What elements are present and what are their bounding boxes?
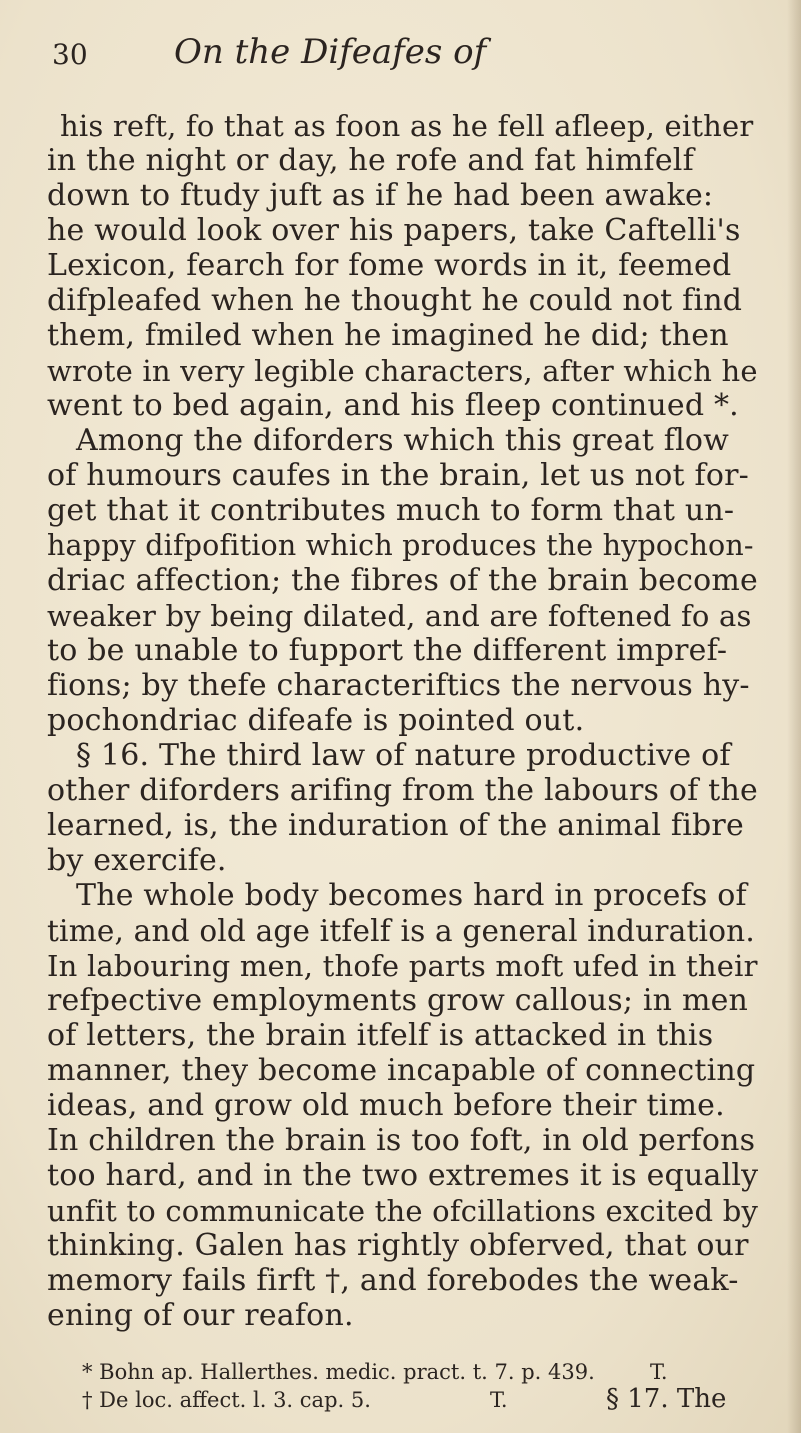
- text-line: to be unable to fupport the different impref-: [47, 633, 728, 668]
- text-line: down to ftudy juft as if he had been awake:: [47, 178, 714, 213]
- text-line: memory fails firft †, and forebodes the weak-: [47, 1263, 739, 1298]
- text-line: other diforders arifing from the labours of the: [47, 773, 758, 808]
- text-line: learned, is, the induration of the animal fibre: [47, 808, 744, 843]
- footnote-mark: T.: [490, 1388, 508, 1412]
- text-line: § 16. The third law of nature productive of: [76, 738, 731, 773]
- footnote-mark: T.: [650, 1360, 668, 1384]
- text-line: of letters, the brain itfelf is attacked in this: [47, 1018, 714, 1053]
- footnote: † De loc. affect. l. 3. cap. 5.: [82, 1388, 371, 1412]
- text-line: he would look over his papers, take Caftelli's: [47, 213, 741, 248]
- text-line: wrote in very legible characters, after which he: [47, 354, 758, 388]
- text-line: happy difpofition which produces the hypochon-: [47, 529, 754, 562]
- text-line: unfit to communicate the ofcillations excited by: [47, 1194, 759, 1228]
- text-line: weaker by being dilated, and are foftened fo as: [47, 599, 752, 633]
- footnote: * Bohn ap. Hallerthes. medic. pract. t. 7. p. 439.: [82, 1360, 595, 1384]
- text-line: pochondriac difeafe is pointed out.: [47, 703, 585, 738]
- running-title: On the Difeafes of: [174, 32, 487, 72]
- text-line: thinking. Galen has rightly obferved, that our: [47, 1228, 749, 1263]
- text-line: by exercife.: [47, 843, 227, 878]
- text-line: in the night or day, he rofe and fat himfelf: [47, 143, 694, 178]
- text-line: ening of our reafon.: [47, 1298, 354, 1333]
- text-line: them, fmiled when he imagined he did; then: [47, 318, 729, 353]
- text-line: driac affection; the fibres of the brain become: [47, 563, 758, 598]
- page-number: 30: [52, 38, 88, 71]
- text-line: Among the diforders which this great flow: [76, 423, 730, 458]
- text-line: went to bed again, and his fleep continued *.: [47, 388, 739, 423]
- text-line: time, and old age itfelf is a general induration.: [47, 914, 755, 948]
- text-line: In labouring men, thofe parts moft ufed in their: [47, 949, 758, 983]
- text-line: refpective employments grow callous; in men: [47, 983, 749, 1018]
- text-line: difpleafed when he thought he could not find: [47, 283, 743, 318]
- text-line: manner, they become incapable of connecting: [47, 1053, 756, 1088]
- text-line: In children the brain is too foft, in old perfons: [47, 1123, 756, 1158]
- catchword: § 17. The: [606, 1384, 727, 1414]
- page-edge-shadow: [787, 0, 801, 1433]
- text-line: Lexicon, fearch for fome words in it, feemed: [47, 248, 732, 283]
- text-line: his reft, fo that as foon as he fell afleep, either: [60, 109, 754, 143]
- text-line: too hard, and in the two extremes it is equally: [47, 1158, 759, 1193]
- text-line: get that it contributes much to form that un-: [47, 493, 735, 528]
- text-line: of humours caufes in the brain, let us not for-: [47, 458, 749, 493]
- text-line: fions; by thefe characteriftics the nervous hy-: [47, 668, 750, 703]
- page-header: [52, 28, 752, 78]
- text-line: ideas, and grow old much before their time.: [47, 1088, 725, 1123]
- text-line: The whole body becomes hard in procefs of: [76, 878, 747, 913]
